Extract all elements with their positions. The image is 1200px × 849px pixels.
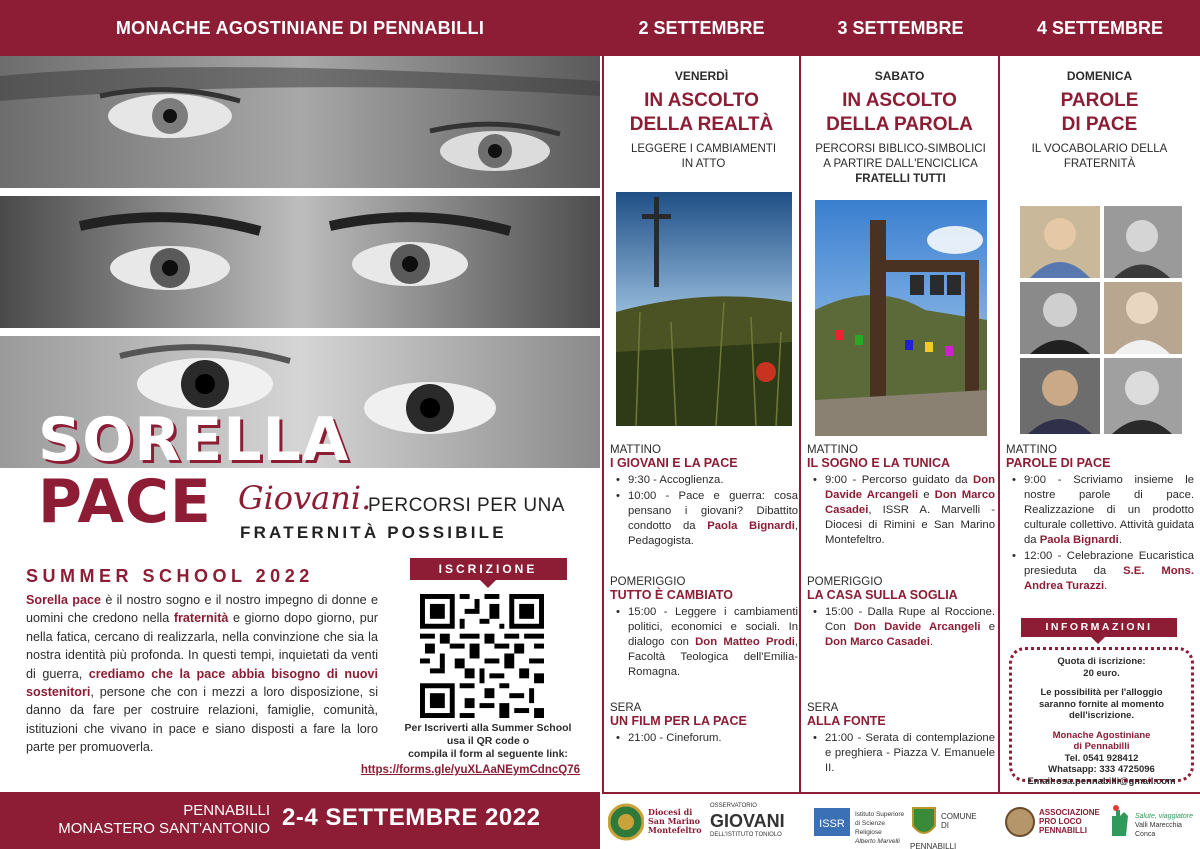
title-pace: PACE <box>38 467 212 537</box>
friday-evening: SERA UN FILM PER LA PACE • 21:00 - Cineforum. <box>610 702 798 747</box>
day-name: SABATO <box>874 69 925 83</box>
list-item: • 15:00 - Leggere i cambiamenti politici, economici e sociali. In dialogo con Don Matteo Prodi, Facoltà Teologica dell'Emilia-Romagna. <box>610 605 798 680</box>
contact-email[interactable]: Email:osa.pennabilli@gmail.com <box>1027 775 1176 787</box>
friday-morning: MATTINO I GIOVANI E LA PACE • 9:30 - Accoglienza. • 10:00 - Pace e guerra: cosa pensano i giovani? Dibattito condotto da Paola Bignardi, Pedagogista. <box>610 444 798 550</box>
hand-icon <box>1106 802 1132 842</box>
day-header-2: 3 SETTEMBRE <box>837 18 964 38</box>
day-column-saturday <box>801 56 1000 792</box>
informazioni-label: INFORMAZIONI <box>1021 618 1177 637</box>
sponsor-logos <box>602 792 1200 849</box>
iscrizione-label: ISCRIZIONE <box>410 558 567 580</box>
eyes-photo-1 <box>0 56 600 188</box>
list-item: • 15:00 - Dalla Rupe al Roccione. Con Don Davide Arcangeli e Don Marco Casadei. <box>807 605 995 650</box>
summer-school-section <box>26 566 378 757</box>
day-header-3: 4 SETTEMBRE <box>1036 18 1164 38</box>
list-item: • 10:00 - Pace e guerra: cosa pensano i giovani? Dibattito condotto da Paola Bignardi, Pedagogista. <box>610 489 798 549</box>
title-sorella: SORELLA <box>38 405 350 475</box>
saturday-morning: MATTINO IL SOGNO E LA TUNICA • 9:00 - Percorso guidato da Don Davide Arcangeli e Don Marco Casadei, ISSR A. Marvelli - Diocesi di Rimini e San Marino Montefeltro. <box>807 444 995 549</box>
title-block <box>0 405 600 555</box>
sunday-morning: MATTINO PAROLE DI PACE • 9:00 - Scriviamo insieme le nostre parole di pace. Realizzazione di un prodotto culturale collettivo. Attività guidata da Paola Bignardi. • 12:00 - Celebrazione Eucaristica presieduta da S.E. Mons. Andrea Turazzi. <box>1006 444 1194 595</box>
day-name: VENERDÌ <box>674 69 729 83</box>
eyes-photo-2 <box>0 196 600 328</box>
day-theme: IN ASCOLTO DELLA REALTÀ <box>629 90 774 135</box>
list-item: • 21:00 - Cineforum. <box>610 731 798 746</box>
info-box: Quota di iscrizione: 20 euro. Le possibilità per l'alloggio saranno fornite al momento dell'iscrizione. Monache Agostiniane di Pennabilli Tel. 0541 928412 Whatsapp: 333 4725096 Email:osa.pennabilli@gmail.com <box>1009 647 1194 782</box>
salute-viaggiatore-logo: Salute, viaggiatore Valli Marecchia Conca <box>1106 802 1198 842</box>
saturday-evening: SERA ALLA FONTE • 21:00 - Serata di contemplazione e preghiera - Piazza V. Emanuele II. <box>807 702 995 777</box>
organizer-title: MONACHE AGOSTINIANE DI PENNABILLI <box>115 18 485 38</box>
venue: PENNABILLI MONASTERO SANT'ANTONIO <box>58 802 270 837</box>
summer-school-description: Sorella pace è il nostro sogno e il nostro impegno di donne e uomini che credono nella fraternità e giorno dopo giorno, pur nella fatica, cercano di realizzarla, nella convinzione che sia la nostra identità più profonda. In questi tempi, inquietati da venti di guerra, crediamo che la pace abbia bisogno di nuovi sostenitori, persone che con i mezzi a loro disposizione, si danno da fare per costruire relazioni, famiglie, comunità, istituzioni che vivano in pace e siano disposti a fare la loro parte per promuoverla. <box>26 593 379 755</box>
registration-link[interactable]: https://forms.gle/yuXLAaNEymCdncQ76 <box>360 764 580 776</box>
list-item: • 9:00 - Scriviamo insieme le nostre parole di pace. Realizzazione di un prodotto culturale collettivo. Attività guidata da Paola Bignardi. <box>1006 473 1194 548</box>
issr-logo: ISSR Istituto Superiore di Scienze Religiose Alberto Marvelli <box>812 802 907 842</box>
day-column-friday <box>602 56 801 792</box>
qr-code-icon[interactable] <box>420 594 544 718</box>
day-theme: IN ASCOLTO DELLA PAROLA <box>826 90 973 135</box>
issr-icon <box>812 802 852 842</box>
qr-instructions: Per Iscriverti alla Summer School usa il QR code o compila il form al seguente link: <box>404 722 572 760</box>
day-name: DOMENICA <box>1066 69 1133 83</box>
day-subtitle: LEGGERE I CAMBIAMENTI IN ATTO <box>630 143 777 170</box>
saturday-afternoon: POMERIGGIO LA CASA SULLA SOGLIA • 15:00 - Dalla Rupe al Roccione. Con Don Davide Arcangeli e Don Marco Casadei. <box>807 576 995 651</box>
day-subtitle: PERCORSI BIBLICO-SIMBOLICI A PARTIRE DALL'ENCICLICA FRATELLI TUTTI <box>815 143 986 185</box>
day-theme: PAROLE DI PACE <box>1060 90 1139 135</box>
title-fraternita: FRATERNITÀ POSSIBILE <box>240 523 507 542</box>
pro-loco-icon <box>1004 802 1036 842</box>
pro-loco-logo: ASSOCIAZIONE PRO LOCO PENNABILLI <box>1004 802 1104 842</box>
portraits-collage <box>1020 206 1182 434</box>
list-item: • 12:00 - Celebrazione Eucaristica presieduta da S.E. Mons. Andrea Turazzi. <box>1006 549 1194 594</box>
iscrizione-section <box>360 558 588 776</box>
diocesi-crest-icon <box>608 802 644 842</box>
day-subtitle: IL VOCABOLARIO DELLA FRATERNITÀ <box>1031 143 1168 170</box>
list-item: • 9:00 - Percorso guidato da Don Davide Arcangeli e Don Marco Casadei, ISSR A. Marvelli - Diocesi di Rimini e San Marino Montefeltro. <box>807 473 995 548</box>
bottom-bar <box>0 792 600 849</box>
day-header-1: 2 SETTEMBRE <box>638 18 765 38</box>
comune-pennabilli-logo: COMUNE DI PENNABILLI <box>910 802 986 842</box>
comune-crest-icon <box>910 802 938 842</box>
diocesi-logo: Diocesi di San Marino Montefeltro <box>608 802 703 842</box>
osservatorio-giovani-logo: OSSERVATORIO GIOVANI DELL'ISTITUTO TONIOLO <box>710 803 785 838</box>
bell-tower-photo <box>815 200 987 436</box>
event-dates: 2-4 SETTEMBRE 2022 <box>282 804 541 831</box>
list-item: • 9:30 - Accoglienza. <box>610 473 798 488</box>
title-percorsi: PERCORSI PER UNA <box>368 495 565 516</box>
friday-afternoon: POMERIGGIO TUTTO È CAMBIATO • 15:00 - Leggere i cambiamenti politici, economici e sociali. In dialogo con Don Matteo Prodi, Facoltà Teologica dell'Emilia-Romagna. <box>610 576 798 681</box>
title-giovani: Giovani. <box>238 479 372 517</box>
top-bar <box>0 0 1200 56</box>
list-item: • 21:00 - Serata di contemplazione e preghiera - Piazza V. Emanuele II. <box>807 731 995 776</box>
summer-school-heading: SUMMER SCHOOL 2022 <box>26 566 314 586</box>
svg-text:ISSR: ISSR <box>819 818 845 830</box>
cross-sunset-photo <box>616 192 792 426</box>
